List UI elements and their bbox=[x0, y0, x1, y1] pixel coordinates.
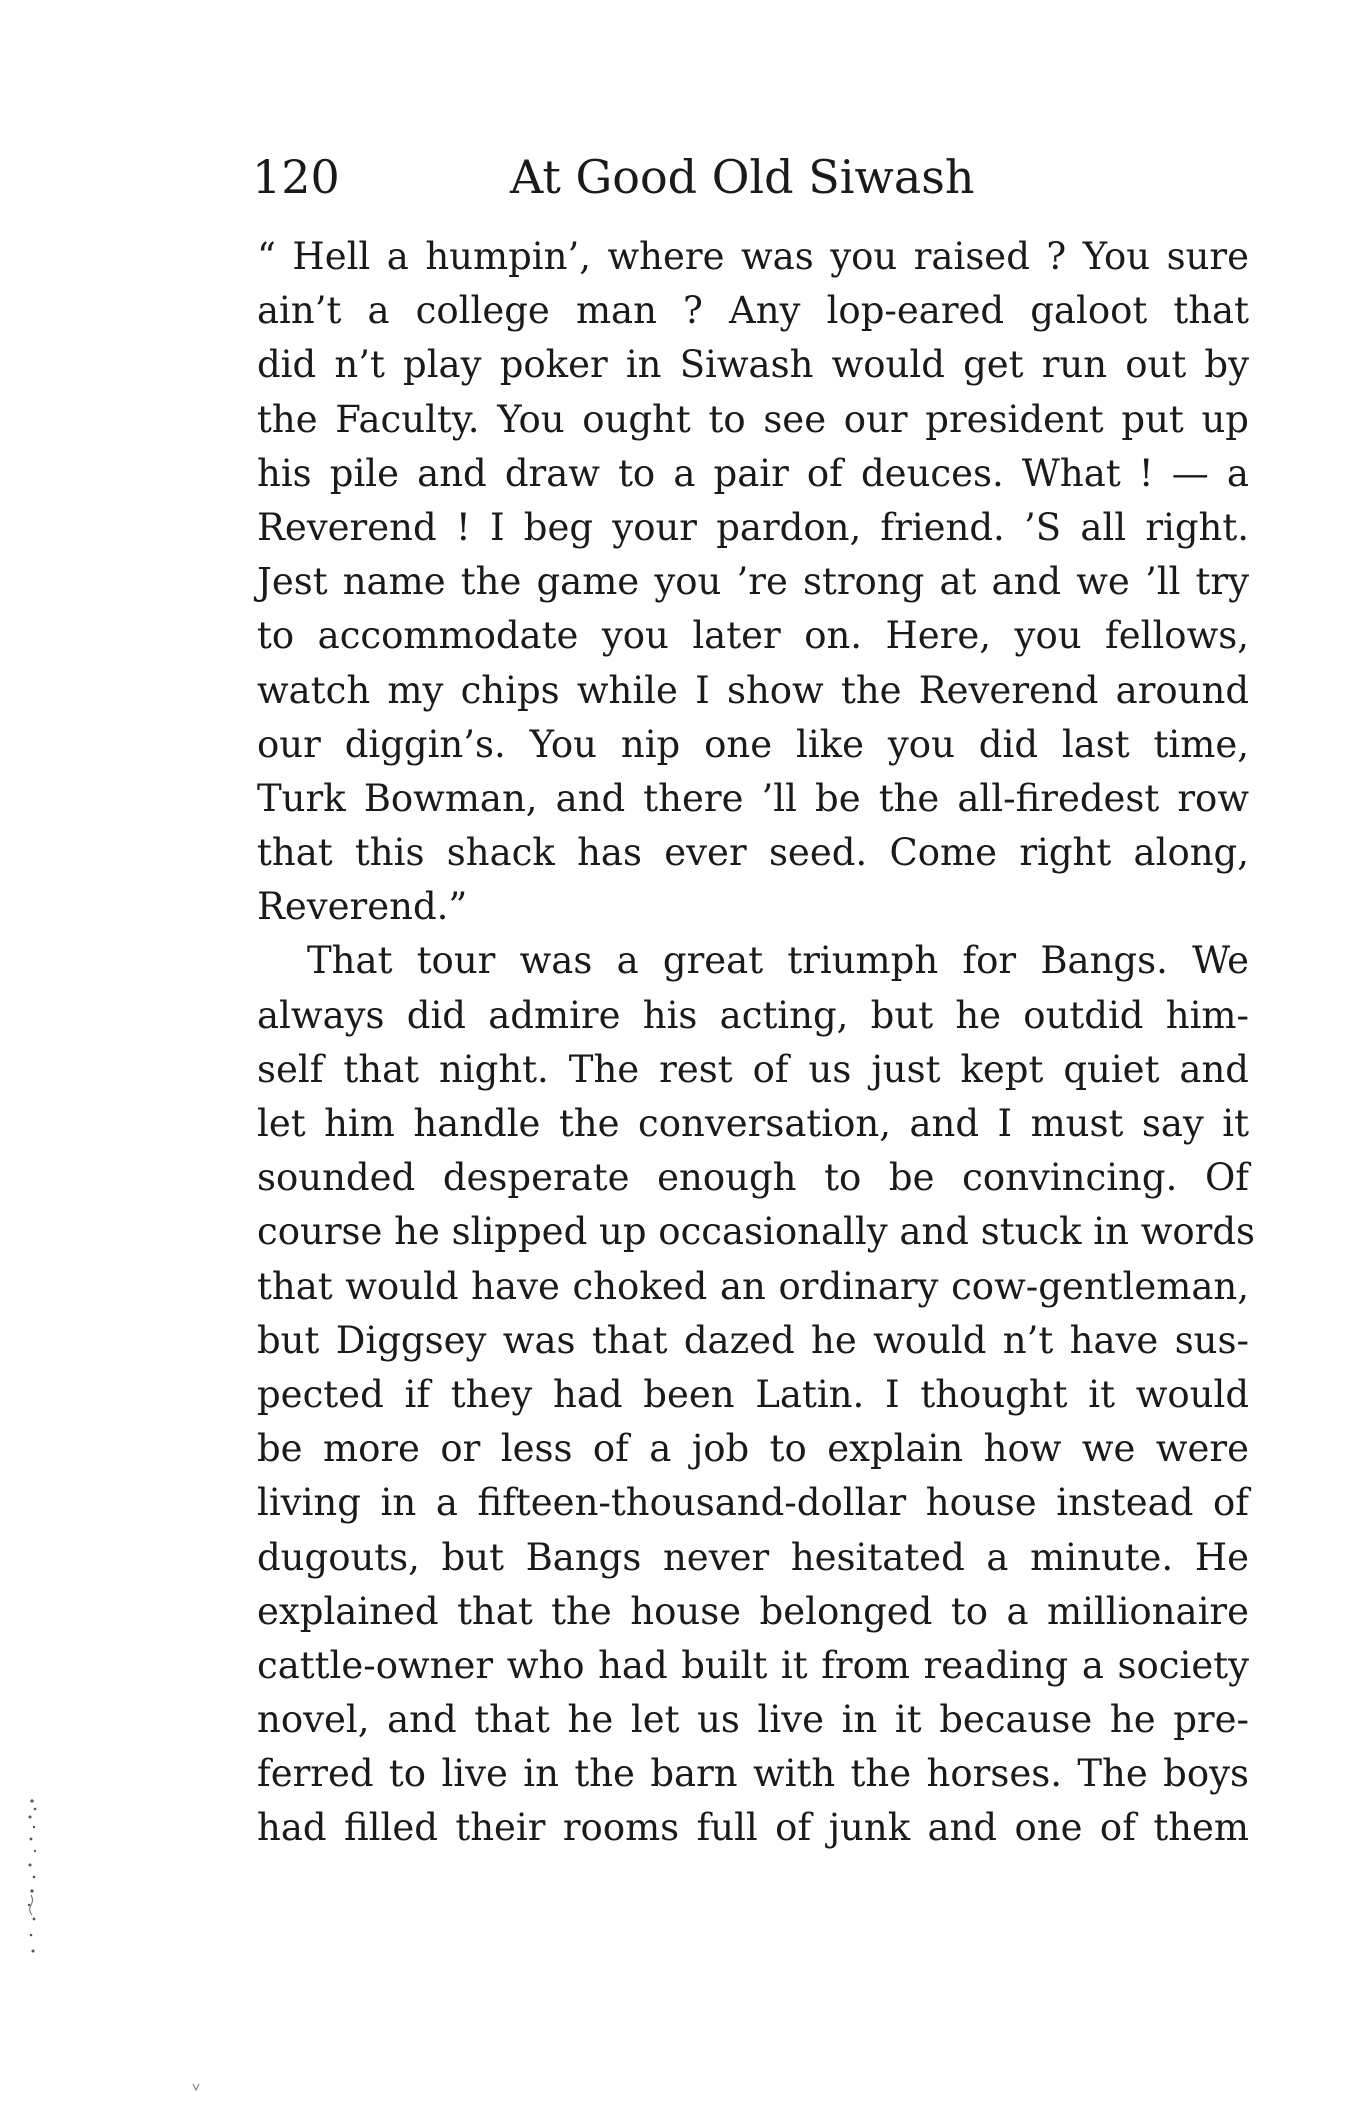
text-line: self that night. The rest of us just kept quiet and bbox=[257, 1047, 1249, 1091]
text-line: ferred to live in the barn with the horses. The boys bbox=[257, 1752, 1249, 1796]
text-line: dugouts, but Bangs never hesitated a minute. He bbox=[257, 1535, 1249, 1579]
page-number: 120 bbox=[252, 150, 340, 204]
text-line: Turk Bowman, and there ’ll be the all-firedest row bbox=[257, 776, 1249, 820]
text-line: That tour was a great triumph for Bangs. We bbox=[307, 939, 1249, 983]
paper-speck-mark bbox=[192, 2083, 200, 2091]
margin-scribble-mark bbox=[18, 1795, 48, 1965]
text-line: that would have choked an ordinary cow-gentleman, bbox=[257, 1264, 1249, 1308]
text-line: be more or less of a job to explain how we were bbox=[257, 1427, 1249, 1471]
text-line: that this shack has ever seed. Come right along, bbox=[257, 831, 1249, 875]
text-line: explained that the house belonged to a millionaire bbox=[257, 1589, 1249, 1633]
text-line: course he slipped up occasionally and stuck in words bbox=[257, 1210, 1256, 1254]
body-text bbox=[257, 230, 1256, 1856]
text-line: but Diggsey was that dazed he would n’t have sus- bbox=[257, 1318, 1249, 1362]
paragraph-narrative bbox=[257, 934, 1256, 1855]
text-line: had filled their rooms full of junk and one of them bbox=[257, 1806, 1249, 1850]
text-line: watch my chips while I show the Reverend around bbox=[257, 668, 1249, 712]
text-line: his pile and draw to a pair of deuces. What ! — a bbox=[257, 451, 1249, 495]
text-line: novel, and that he let us live in it because he pre- bbox=[257, 1698, 1249, 1742]
text-line: sounded desperate enough to be convincing. Of bbox=[257, 1156, 1249, 1200]
text-line: “ Hell a humpin’, where was you raised ? You sure bbox=[257, 235, 1249, 278]
text-line: our diggin’s. You nip one like you did last time, bbox=[257, 722, 1249, 766]
text-line: pected if they had been Latin. I thought it would bbox=[257, 1372, 1249, 1416]
paragraph-dialogue bbox=[257, 230, 1249, 934]
text-line: let him handle the conversation, and I must say it bbox=[257, 1102, 1249, 1145]
text-line: ain’t a college man ? Any lop-eared galoot that bbox=[257, 289, 1249, 333]
text-line: Reverend ! I beg your pardon, friend. ’S all right. bbox=[257, 505, 1249, 549]
text-line: always did admire his acting, but he outdid him- bbox=[257, 993, 1249, 1037]
text-line: living in a fifteen-thousand-dollar house instead of bbox=[257, 1481, 1249, 1525]
running-head bbox=[252, 142, 1112, 212]
text-line: the Faculty. You ought to see our president put up bbox=[257, 397, 1249, 441]
text-line: to accommodate you later on. Here, you fellows, bbox=[257, 614, 1249, 658]
text-line: Jest name the game you ’re strong at and we ’ll try bbox=[257, 560, 1249, 604]
text-line: cattle-owner who had built it from reading a society bbox=[257, 1643, 1249, 1687]
running-title: At Good Old Siwash bbox=[510, 150, 975, 204]
text-line: did n’t play poker in Siwash would get run out by bbox=[257, 343, 1249, 387]
text-line: Reverend.” bbox=[257, 885, 468, 929]
